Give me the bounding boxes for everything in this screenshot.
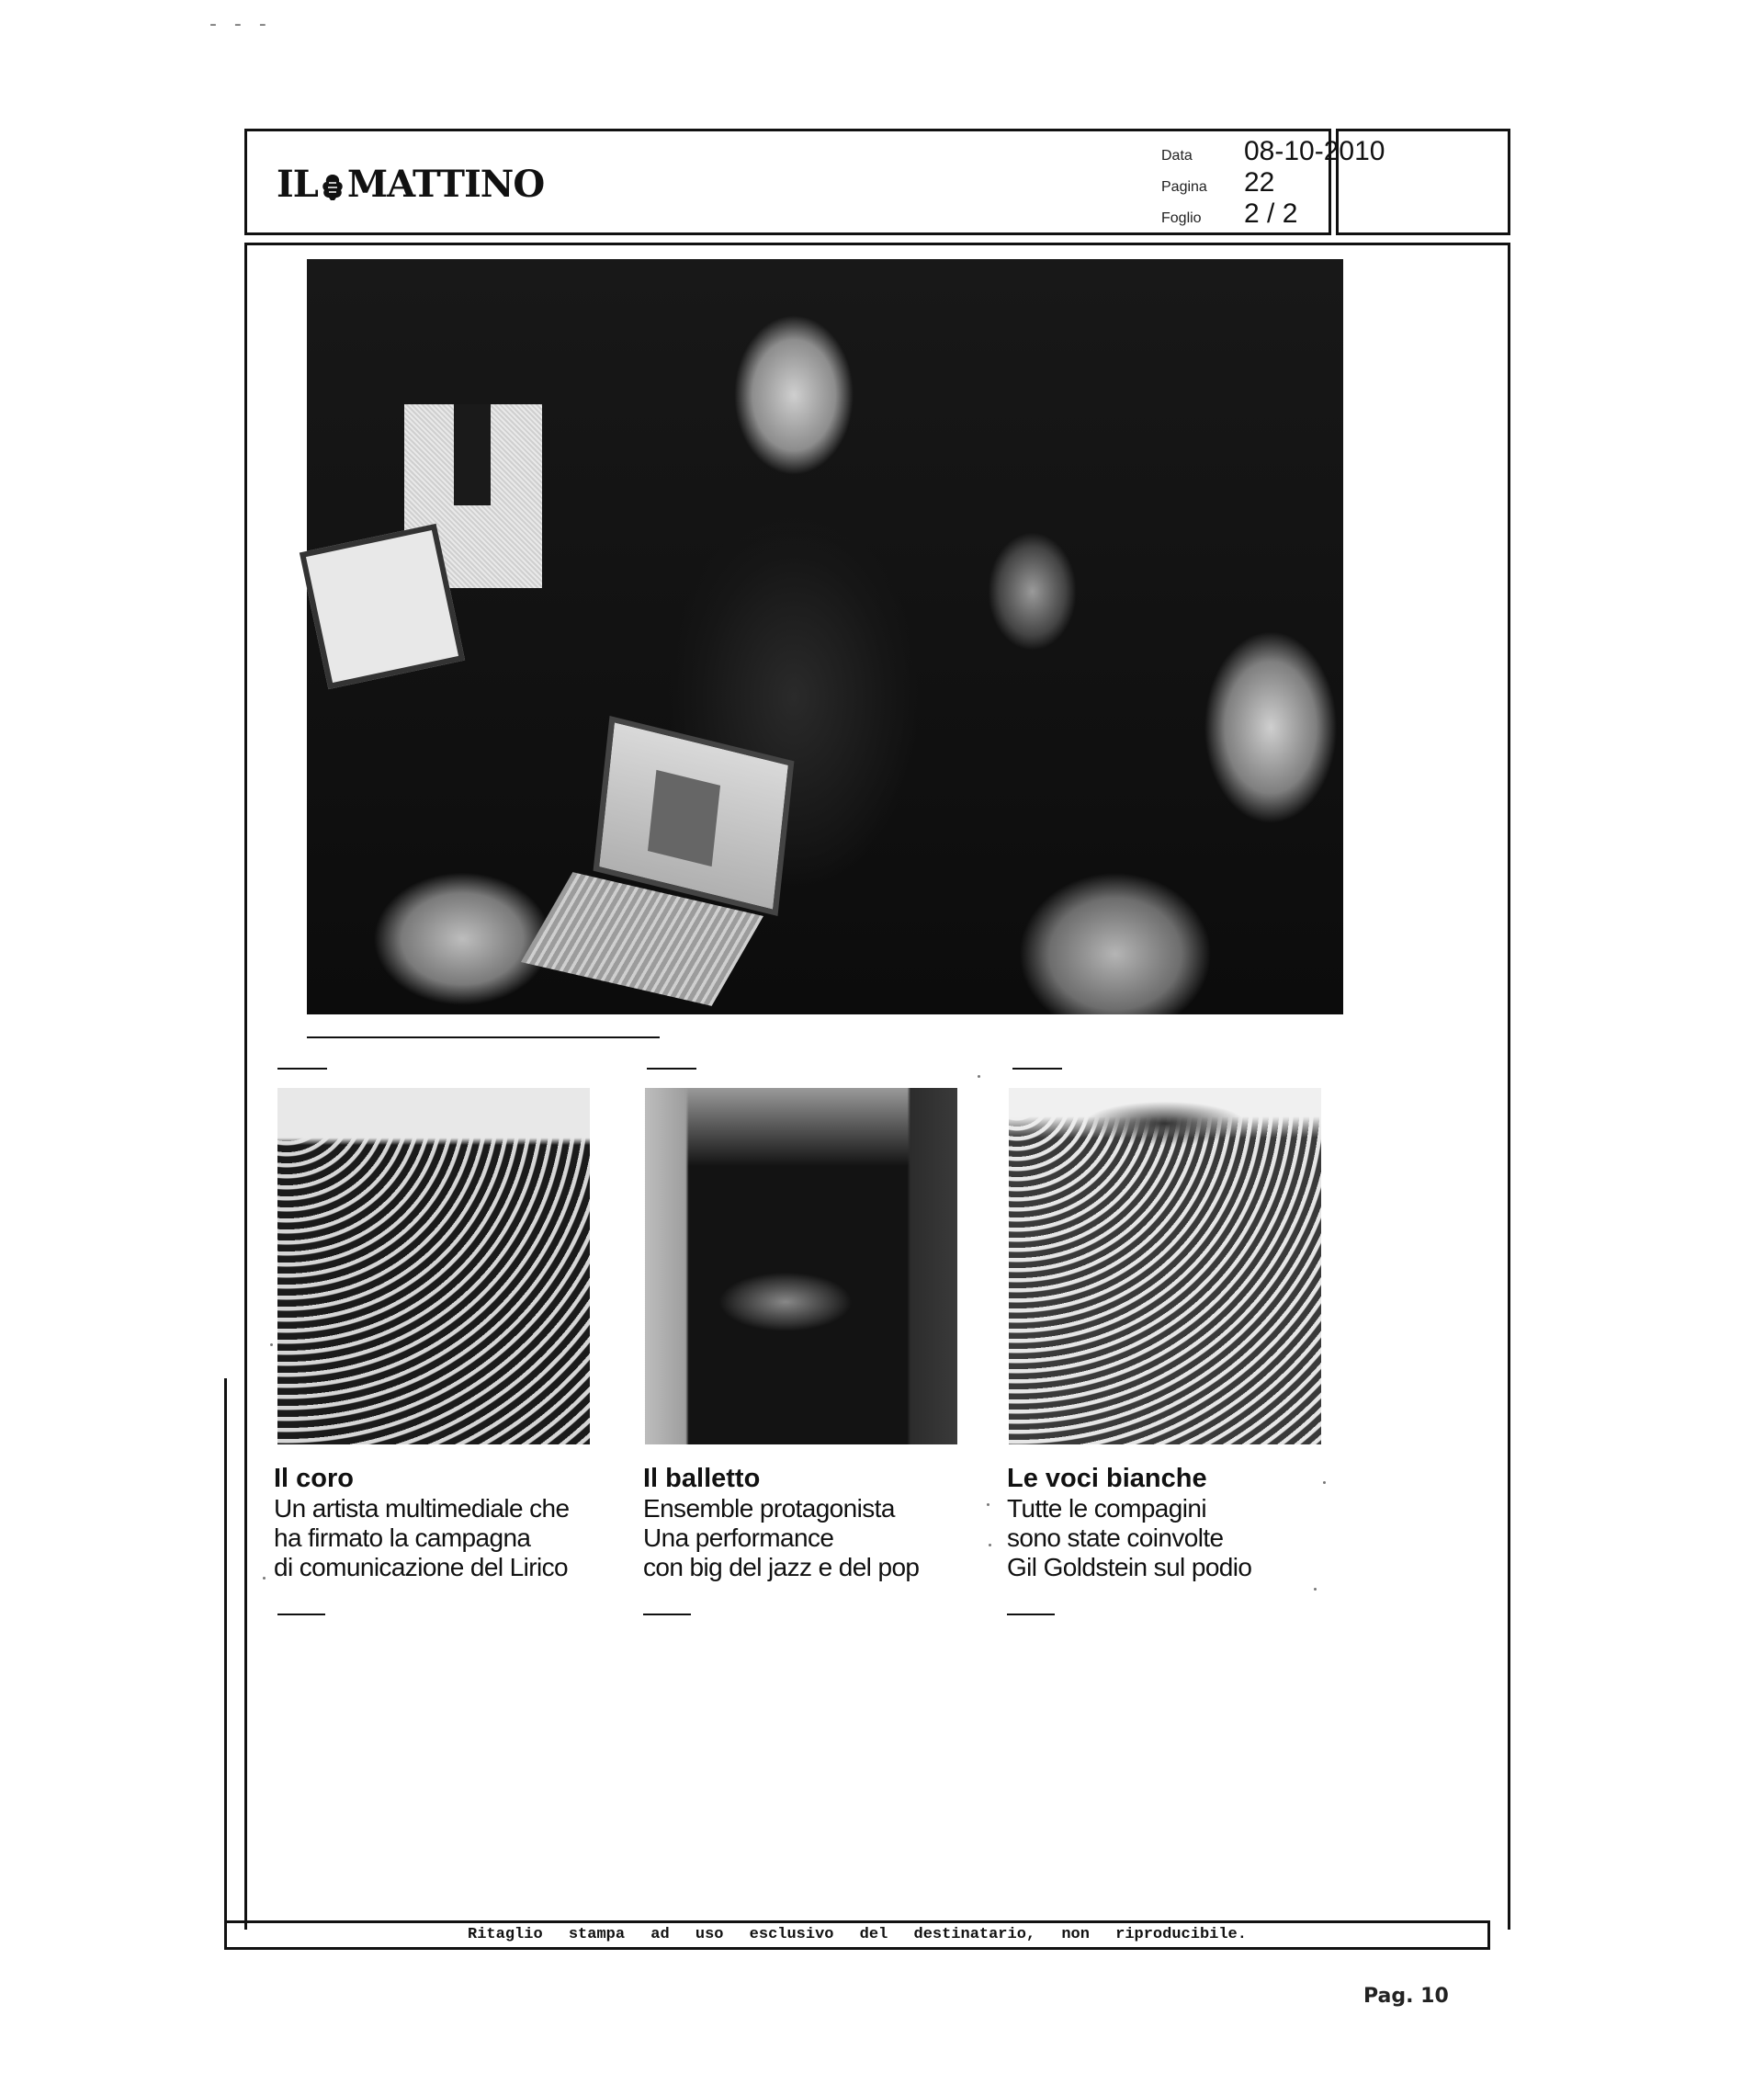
separator-rule xyxy=(647,1068,696,1070)
page-number: Pag. 10 xyxy=(1363,1985,1449,2008)
meta-value: 22 xyxy=(1244,167,1275,198)
separator-rule xyxy=(643,1614,691,1615)
caption-line: Ensemble protagonista xyxy=(643,1494,895,1523)
meta-value: 08-10-2010 xyxy=(1244,136,1385,166)
frame-edge xyxy=(224,1378,227,1948)
caption-line: Un artista multimediale che xyxy=(274,1494,570,1523)
caption-line: Una performance xyxy=(643,1523,834,1552)
scan-speck xyxy=(987,1503,989,1506)
separator-rule xyxy=(1012,1068,1062,1070)
corner-mark: - - - xyxy=(209,13,272,36)
caption-line: ha firmato la campagna xyxy=(274,1523,531,1552)
caption-title: Il balletto xyxy=(643,1464,761,1493)
newspaper-logo xyxy=(277,163,544,206)
meta-row-pagina xyxy=(1161,167,1385,198)
metadata-table xyxy=(1161,136,1385,230)
picture-frame xyxy=(300,524,465,689)
scan-speck xyxy=(989,1544,991,1546)
scan-speck xyxy=(1323,1481,1326,1484)
meta-label: Pagina xyxy=(1161,179,1207,195)
separator-rule xyxy=(277,1614,325,1615)
meta-row-foglio xyxy=(1161,198,1385,230)
logo-right-text: MATTINO xyxy=(346,163,545,206)
caption-line: sono state coinvolte xyxy=(1007,1523,1224,1552)
separator-rule xyxy=(307,1036,660,1038)
caption-line: di comunicazione del Lirico xyxy=(274,1553,568,1581)
separator-rule xyxy=(1007,1614,1055,1615)
caption-title: Il coro xyxy=(274,1464,355,1493)
meta-label: Foglio xyxy=(1161,210,1202,226)
conductor-with-laptop-photo xyxy=(307,259,1343,1014)
meta-row-data xyxy=(1161,136,1385,167)
caption-balletto xyxy=(643,1463,992,1582)
clipping-notice: Ritaglio stampa ad uso esclusivo del destinatario, non riproducibile. xyxy=(224,1920,1490,1950)
rooster-icon xyxy=(320,169,345,200)
separator-rule xyxy=(277,1068,327,1070)
scan-speck xyxy=(263,1577,266,1580)
caption-line: Gil Goldstein sul podio xyxy=(1007,1553,1252,1581)
choir-photo xyxy=(277,1088,590,1444)
scan-speck xyxy=(978,1075,980,1078)
caption-coro xyxy=(274,1463,623,1582)
children-choir-photo xyxy=(1009,1088,1321,1444)
ballet-photo xyxy=(645,1088,957,1444)
logo-left-text: IL xyxy=(277,163,318,206)
scan-speck xyxy=(270,1343,273,1346)
scan-speck xyxy=(1314,1588,1317,1591)
caption-line: Tutte le compagini xyxy=(1007,1494,1206,1523)
caption-line: con big del jazz e del pop xyxy=(643,1553,920,1581)
meta-label: Data xyxy=(1161,148,1193,164)
meta-value: 2 / 2 xyxy=(1244,198,1298,229)
caption-title: Le voci bianche xyxy=(1007,1464,1207,1493)
caption-voci-bianche xyxy=(1007,1463,1356,1582)
